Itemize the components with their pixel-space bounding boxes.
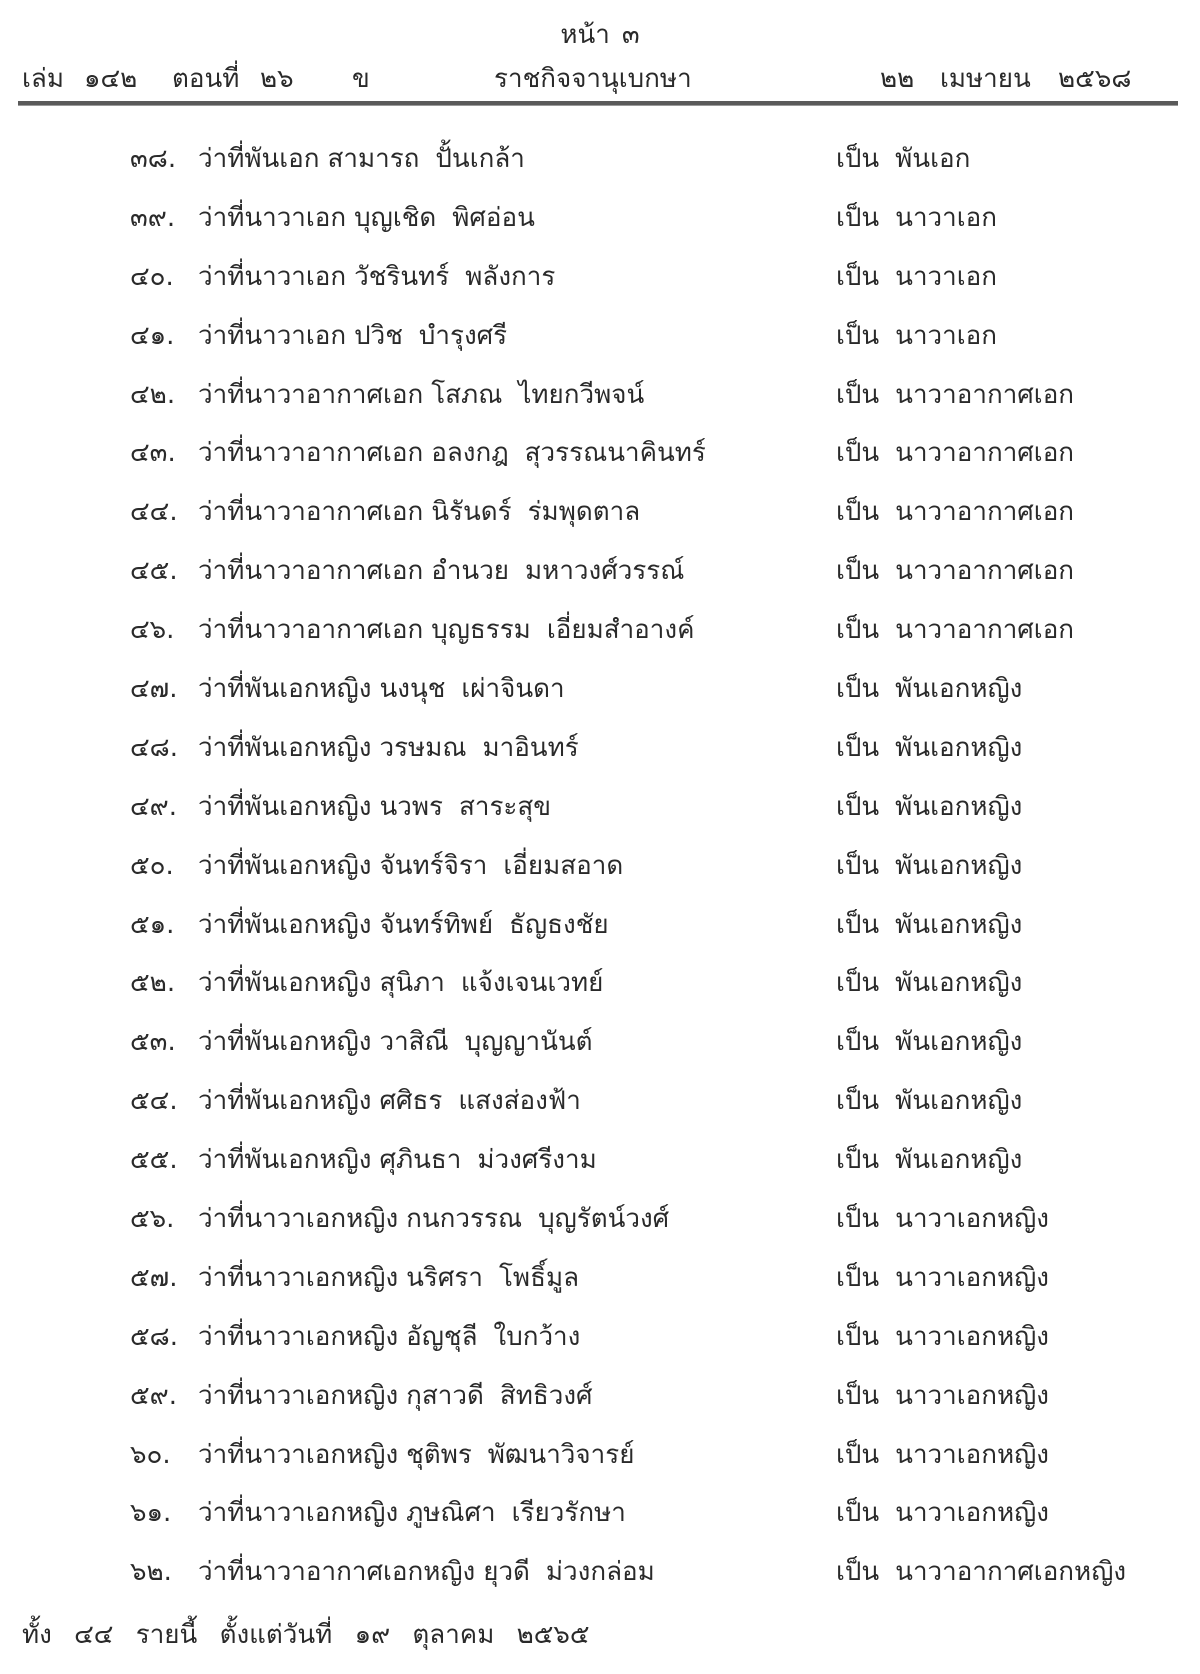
list-item: [0, 260, 1200, 319]
new-rank: นาวาอากาศเอก: [895, 497, 1075, 528]
entry-number: ๕๗.: [130, 1262, 178, 1293]
entry-number: ๕๕.: [130, 1145, 178, 1176]
entry-number: ๕๔.: [130, 1086, 178, 1117]
entry-person: [198, 731, 579, 765]
list-item: [0, 1438, 1200, 1497]
entry-new-rank: [836, 436, 1074, 470]
acting-rank: ว่าที่พันเอกหญิง: [198, 850, 372, 881]
volume-number: ๑๔๒: [84, 64, 138, 94]
connector-word: เป็น: [836, 732, 880, 763]
entry-person: [198, 142, 525, 176]
entry-number: ๔๗.: [130, 674, 178, 705]
new-rank: พันเอกหญิง: [895, 909, 1023, 940]
entry-person: [198, 260, 555, 294]
date-month: เมษายน: [940, 64, 1031, 94]
connector-word: เป็น: [836, 1321, 880, 1352]
last-name: สาระสุข: [458, 791, 552, 822]
entry-number: ๔๙.: [130, 791, 177, 822]
list-item: [0, 1143, 1200, 1202]
entry-number: ๔๘.: [130, 732, 179, 763]
connector-word: เป็น: [836, 1204, 880, 1235]
acting-rank: ว่าที่นาวาเอก: [198, 202, 347, 233]
list-item: [0, 790, 1200, 849]
list-item: [0, 1084, 1200, 1143]
new-rank: พันเอกหญิง: [895, 1145, 1023, 1176]
list-item: [0, 436, 1200, 495]
acting-rank: ว่าที่พันเอกหญิง: [198, 1145, 372, 1176]
acting-rank: ว่าที่นาวาเอก: [198, 320, 347, 351]
gazette-header: [22, 62, 1178, 98]
connector-word: เป็น: [836, 909, 880, 940]
entry-person: [198, 1261, 579, 1295]
entry-number: ๔๒.: [130, 379, 176, 410]
acting-rank: ว่าที่พันเอกหญิง: [198, 1086, 372, 1117]
appointment-list: [0, 142, 1200, 1614]
connector-word: เป็น: [836, 438, 880, 469]
first-name: สุนิภา: [379, 968, 445, 999]
entry-number: ๕๘.: [130, 1321, 179, 1352]
acting-rank: ว่าที่นาวาเอกหญิง: [198, 1204, 399, 1235]
entry-new-rank: [836, 260, 997, 294]
entry-number: ๕๖.: [130, 1204, 175, 1235]
new-rank: นาวาเอกหญิง: [895, 1321, 1049, 1352]
entry-person: [198, 908, 609, 942]
first-name: วัชรินทร์: [354, 261, 450, 292]
section-letter: ข: [352, 64, 370, 94]
last-name: เรียวรักษา: [511, 1498, 626, 1529]
entry-new-rank: [836, 908, 1022, 942]
footer-statement: [22, 1618, 604, 1652]
new-rank: พันเอก: [895, 144, 971, 174]
last-name: ปั้นเกล้า: [435, 144, 525, 174]
entry-number: ๕๑.: [130, 909, 175, 940]
first-name: ภูษณิศา: [406, 1498, 496, 1529]
new-rank: นาวาอากาศเอก: [895, 379, 1075, 410]
page-number-value: ๓: [621, 20, 640, 50]
entry-new-rank: [836, 1084, 1022, 1118]
last-name: สิทธิวงศ์: [499, 1380, 593, 1411]
last-name: พลังการ: [465, 261, 556, 292]
first-name: ชุติพร: [406, 1439, 472, 1470]
connector-word: เป็น: [836, 497, 880, 528]
entry-number: ๕๒.: [130, 968, 176, 999]
first-name: อัญชุลี: [406, 1321, 478, 1352]
list-item: [0, 495, 1200, 554]
entry-person: [198, 201, 535, 235]
acting-rank: ว่าที่นาวาอากาศเอก: [198, 556, 424, 587]
connector-word: เป็น: [836, 320, 880, 351]
list-item: [0, 1320, 1200, 1379]
entry-person: [198, 1379, 593, 1413]
entry-person: [198, 966, 603, 1000]
connector-word: เป็น: [836, 1027, 880, 1058]
last-name: พัฒนาวิจารย์: [487, 1439, 635, 1470]
list-item: [0, 908, 1200, 967]
first-name: วรษมณ: [379, 732, 467, 763]
connector-word: เป็น: [836, 791, 880, 822]
connector-word: เป็น: [836, 261, 880, 292]
footer-persons-label: รายนี้: [135, 1620, 198, 1650]
acting-rank: ว่าที่พันเอกหญิง: [198, 674, 372, 705]
connector-word: เป็น: [836, 144, 880, 174]
acting-rank: ว่าที่นาวาเอกหญิง: [198, 1498, 399, 1529]
first-name: อำนวย: [431, 556, 510, 587]
last-name: เอี่ยมสำอางค์: [546, 615, 695, 646]
acting-rank: ว่าที่พันเอกหญิง: [198, 791, 372, 822]
acting-rank: ว่าที่พันเอกหญิง: [198, 909, 372, 940]
entry-person: [198, 554, 684, 588]
entry-new-rank: [836, 1261, 1049, 1295]
first-name: วาสิณี: [379, 1027, 449, 1058]
connector-word: เป็น: [836, 1145, 880, 1176]
entry-person: [198, 495, 640, 529]
entry-new-rank: [836, 672, 1022, 706]
new-rank: นาวาอากาศเอก: [895, 556, 1075, 587]
connector-word: เป็น: [836, 615, 880, 646]
connector-word: เป็น: [836, 1380, 880, 1411]
connector-word: เป็น: [836, 1498, 880, 1529]
connector-word: เป็น: [836, 1262, 880, 1293]
page-number: [0, 18, 1200, 52]
entry-new-rank: [836, 1320, 1049, 1354]
first-name: บุญเชิด: [354, 202, 437, 233]
last-name: พิศอ่อน: [452, 202, 535, 233]
entry-person: [198, 436, 706, 470]
first-name: กุสาวดี: [406, 1380, 484, 1411]
page-label: หน้า: [560, 20, 610, 50]
first-name: นวพร: [379, 791, 443, 822]
entry-person: [198, 1084, 581, 1118]
connector-word: เป็น: [836, 379, 880, 410]
header-divider: [18, 101, 1178, 106]
last-name: ม่วงกล่อม: [545, 1557, 655, 1588]
acting-rank: ว่าที่พันเอก: [198, 144, 320, 174]
publication-title: ราชกิจจานุเบกษา: [494, 64, 692, 94]
last-name: บำรุงศรี: [418, 320, 508, 351]
acting-rank: ว่าที่พันเอกหญิง: [198, 968, 372, 999]
last-name: เผ่าจินดา: [461, 674, 565, 705]
first-name: ศศิธร: [379, 1086, 443, 1117]
footer-since-label: ตั้งแต่วันที่: [219, 1620, 333, 1650]
new-rank: พันเอกหญิง: [895, 850, 1023, 881]
list-item: [0, 142, 1200, 201]
entry-person: [198, 319, 507, 353]
entry-new-rank: [836, 378, 1074, 412]
entry-person: [198, 790, 551, 824]
footer-day: ๑๙: [354, 1620, 391, 1650]
new-rank: นาวาเอก: [895, 261, 997, 292]
entry-person: [198, 1555, 655, 1589]
new-rank: นาวาเอกหญิง: [895, 1380, 1049, 1411]
list-item: [0, 1379, 1200, 1438]
entry-number: ๖๐.: [130, 1439, 171, 1470]
connector-word: เป็น: [836, 968, 880, 999]
last-name: มาอินทร์: [482, 732, 579, 763]
entry-person: [198, 1202, 669, 1236]
connector-word: เป็น: [836, 850, 880, 881]
entry-new-rank: [836, 319, 997, 353]
acting-rank: ว่าที่นาวาเอกหญิง: [198, 1439, 399, 1470]
acting-rank: ว่าที่นาวาเอกหญิง: [198, 1380, 399, 1411]
list-item: [0, 1496, 1200, 1555]
footer-count: ๔๔: [74, 1620, 114, 1650]
acting-rank: ว่าที่นาวาอากาศเอก: [198, 438, 424, 469]
last-name: ธัญธงชัย: [509, 909, 609, 940]
entry-new-rank: [836, 495, 1074, 529]
connector-word: เป็น: [836, 1439, 880, 1470]
list-item: [0, 731, 1200, 790]
new-rank: นาวาเอกหญิง: [895, 1204, 1049, 1235]
entry-new-rank: [836, 849, 1022, 883]
last-name: ม่วงศรีงาม: [477, 1145, 597, 1176]
footer-year: ๒๕๖๕: [516, 1620, 590, 1650]
entry-new-rank: [836, 966, 1022, 1000]
entry-number: ๕๙.: [130, 1380, 177, 1411]
entry-new-rank: [836, 201, 997, 235]
entry-number: ๓๙.: [130, 202, 176, 233]
first-name: จันทร์จิรา: [379, 850, 488, 881]
entry-number: ๔๔.: [130, 497, 178, 528]
entry-number: ๔๕.: [130, 556, 178, 587]
list-item: [0, 554, 1200, 613]
entry-person: [198, 1438, 634, 1472]
footer-month: ตุลาคม: [412, 1620, 495, 1650]
date-day: ๒๒: [880, 64, 915, 94]
list-item: [0, 672, 1200, 731]
last-name: ใบกว้าง: [493, 1321, 581, 1352]
first-name: โสภณ: [431, 379, 503, 410]
entry-person: [198, 1143, 597, 1177]
entry-person: [198, 1496, 626, 1530]
last-name: โพธิ์มูล: [498, 1262, 580, 1293]
entry-person: [198, 378, 644, 412]
entry-new-rank: [836, 731, 1022, 765]
last-name: ไทยกวีพจน์: [518, 379, 645, 410]
last-name: มหาวงศ์วรรณ์: [525, 556, 685, 587]
new-rank: พันเอกหญิง: [895, 732, 1023, 763]
connector-word: เป็น: [836, 674, 880, 705]
entry-number: ๔๓.: [130, 438, 176, 469]
connector-word: เป็น: [836, 202, 880, 233]
entry-new-rank: [836, 613, 1074, 647]
entry-new-rank: [836, 1555, 1126, 1589]
entry-number: ๖๒.: [130, 1557, 172, 1588]
acting-rank: ว่าที่นาวาอากาศเอก: [198, 497, 424, 528]
entry-number: ๔๐.: [130, 261, 174, 292]
entry-new-rank: [836, 142, 970, 176]
connector-word: เป็น: [836, 1086, 880, 1117]
first-name: นงนุช: [379, 674, 446, 705]
new-rank: พันเอกหญิง: [895, 791, 1023, 822]
entry-number: ๔๖.: [130, 615, 175, 646]
entry-number: ๖๑.: [130, 1498, 172, 1529]
entry-new-rank: [836, 1143, 1022, 1177]
new-rank: นาวาเอกหญิง: [895, 1262, 1049, 1293]
acting-rank: ว่าที่นาวาเอกหญิง: [198, 1321, 399, 1352]
acting-rank: ว่าที่นาวาเอกหญิง: [198, 1262, 399, 1293]
list-item: [0, 849, 1200, 908]
entry-new-rank: [836, 554, 1074, 588]
entry-person: [198, 672, 565, 706]
entry-new-rank: [836, 790, 1022, 824]
entry-new-rank: [836, 1025, 1022, 1059]
first-name: อลงกฎ: [431, 438, 509, 469]
last-name: แสงส่องฟ้า: [458, 1086, 581, 1117]
entry-number: ๕๓.: [130, 1027, 176, 1058]
first-name: นิรันดร์: [431, 497, 512, 528]
new-rank: นาวาอากาศเอกหญิง: [895, 1557, 1127, 1588]
first-name: ศุภินธา: [379, 1145, 462, 1176]
list-item: [0, 319, 1200, 378]
connector-word: เป็น: [836, 556, 880, 587]
footer-all-label: ทั้ง: [22, 1620, 52, 1650]
first-name: ยุวดี: [483, 1557, 530, 1588]
new-rank: พันเอกหญิง: [895, 674, 1023, 705]
new-rank: นาวาอากาศเอก: [895, 615, 1075, 646]
acting-rank: ว่าที่นาวาอากาศเอกหญิง: [198, 1557, 476, 1588]
entry-number: ๓๘.: [130, 144, 177, 174]
first-name: กนกวรรณ: [406, 1204, 523, 1235]
list-item: [0, 1025, 1200, 1084]
issue-number: ๒๖: [260, 64, 294, 94]
date-year: ๒๕๖๘: [1058, 64, 1132, 94]
entry-new-rank: [836, 1202, 1049, 1236]
acting-rank: ว่าที่นาวาอากาศเอก: [198, 379, 424, 410]
last-name: บุญรัตน์วงศ์: [538, 1204, 670, 1235]
list-item: [0, 613, 1200, 672]
list-item: [0, 1261, 1200, 1320]
list-item: [0, 966, 1200, 1025]
new-rank: นาวาเอก: [895, 320, 997, 351]
issue-label: ตอนที่: [172, 64, 240, 94]
connector-word: เป็น: [836, 1557, 880, 1588]
entry-person: [198, 1025, 593, 1059]
last-name: เอี่ยมสอาด: [503, 850, 624, 881]
entry-number: ๔๑.: [130, 320, 175, 351]
first-name: นริศรา: [406, 1262, 483, 1293]
new-rank: พันเอกหญิง: [895, 968, 1023, 999]
entry-new-rank: [836, 1379, 1049, 1413]
new-rank: นาวาเอก: [895, 202, 997, 233]
last-name: บุญญานันต์: [464, 1027, 593, 1058]
first-name: บุญธรรม: [431, 615, 531, 646]
last-name: แจ้งเจนเวทย์: [460, 968, 604, 999]
list-item: [0, 378, 1200, 437]
new-rank: นาวาอากาศเอก: [895, 438, 1075, 469]
entry-person: [198, 1320, 580, 1354]
list-item: [0, 1202, 1200, 1261]
list-item: [0, 1555, 1200, 1614]
new-rank: พันเอกหญิง: [895, 1027, 1023, 1058]
entry-person: [198, 849, 623, 883]
last-name: สุวรรณนาคินทร์: [524, 438, 706, 469]
acting-rank: ว่าที่พันเอกหญิง: [198, 1027, 372, 1058]
last-name: ร่มพุดตาล: [527, 497, 641, 528]
entry-number: ๕๐.: [130, 850, 174, 881]
list-item: [0, 201, 1200, 260]
first-name: สามารถ: [327, 144, 420, 174]
new-rank: พันเอกหญิง: [895, 1086, 1023, 1117]
new-rank: นาวาเอกหญิง: [895, 1439, 1049, 1470]
volume-label: เล่ม: [22, 64, 64, 94]
acting-rank: ว่าที่พันเอกหญิง: [198, 732, 372, 763]
new-rank: นาวาเอกหญิง: [895, 1498, 1049, 1529]
entry-new-rank: [836, 1438, 1049, 1472]
first-name: ปวิช: [354, 320, 403, 351]
first-name: จันทร์ทิพย์: [379, 909, 494, 940]
acting-rank: ว่าที่นาวาอากาศเอก: [198, 615, 424, 646]
acting-rank: ว่าที่นาวาเอก: [198, 261, 347, 292]
entry-person: [198, 613, 694, 647]
entry-new-rank: [836, 1496, 1049, 1530]
